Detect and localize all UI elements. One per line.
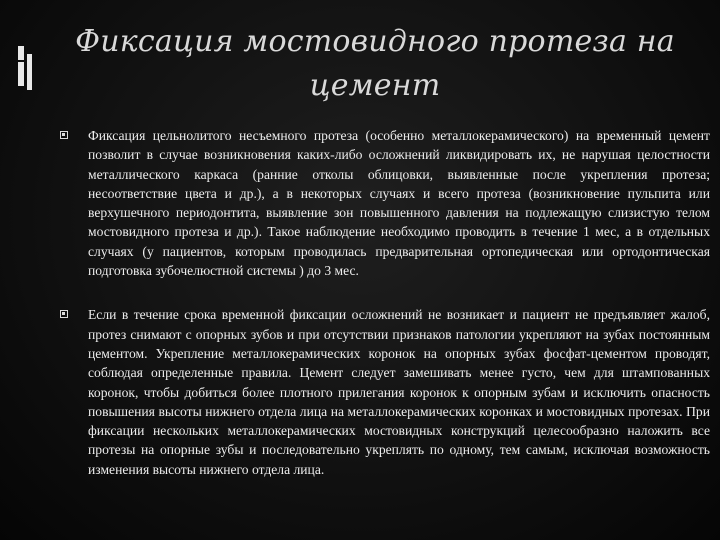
decoration-bar (18, 62, 24, 86)
bullet-text: Фиксация цельнолитого несъемного протеза (особенно металлокерамического) на временный цемент позволит в случае возникновения каких-либо осложнений ликвидировать их, не нарушая целостности металлического каркаса (ранние отколы облицовки, выявленные после укрепления протеза; несоответствие цвета и др.), а в некоторых случаях и всего протеза (возникновение пульпита или верхушечного периодонтита, выявление зон повышенного давления на подлежащую слизистую телом мостовидного протеза и др.). Такое наблюдение необходимо проводить в течение 1 мес, а в отдельных случаях (у пациентов, которым проводилась предварительная ортопедическая или ортодонтическая подготовка зубочелюстной системы ) до 3 мес. (88, 128, 710, 279)
square-bullet-icon (60, 310, 68, 318)
slide-body (60, 126, 710, 479)
slide-title: Фиксация мостовидного протеза на цемент (75, 24, 675, 103)
decoration-bar (18, 46, 24, 60)
bullet-text: Если в течение срока временной фиксации осложнений не возникает и пациент не предъявляет жалоб, протез снимают с опорных зубов и при отсутствии признаков патологии укрепляют на зубах постоянным цементом. Укрепление металлокерамических коронок на опорных зубах фосфат-цементом проводят, соблюдая определенные правила. Цемент следует замешивать менее густо, чем для штампованных коронок, чтобы добиться более плотного прилегания коронок к опорным зубам и исключить опасность повышения высоты нижнего отдела лица на металлокерамических коронках и мостовидных протезах. При фиксации нескольких металлокерамических мостовидных конструкций целесообразно наложить все протезы на опорные зубы и последовательно укреплять по одному, тем самым, исключая возможность изменения высоты нижнего отдела лица. (88, 307, 710, 477)
square-bullet-icon (60, 131, 68, 139)
decoration-bar (27, 54, 32, 90)
bullet-item (60, 305, 710, 479)
bullet-item (60, 126, 710, 280)
